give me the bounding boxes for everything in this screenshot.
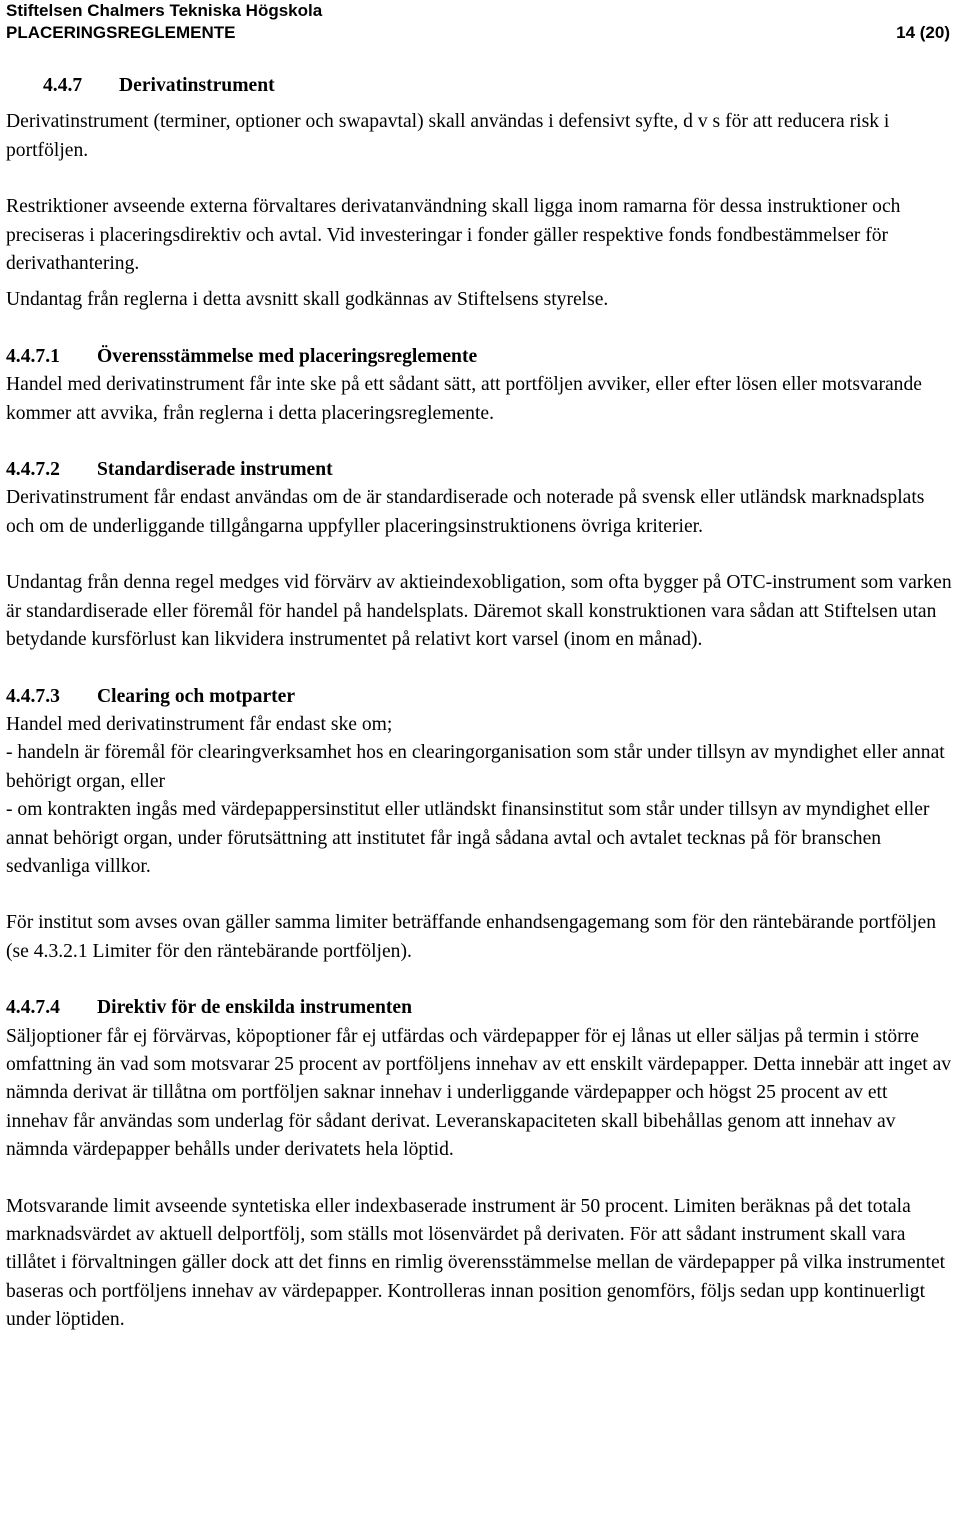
paragraph: Undantag från reglerna i detta avsnitt skall godkännas av Stiftelsens styrelse.	[6, 289, 609, 311]
paragraph: Säljoptioner får ej förvärvas, köpoptioner får ej utfärdas och värdepapper för ej lånas ut eller säljas på termin i större omfattning än vad som motsvarar 25 procent av portföljens innehav av ett enskilt värdepapper. Detta innebär att inget av nämnda derivat är tillåtna om portföljen saknar innehav i underliggande värdepapper och högst 25 procent av ett innehav får användas som underlag för sådant derivat. Leveranskapaciteten skall bibehållas genom att innehav av nämnda värdepapper behålls under derivatets hela löptid.	[6, 1025, 952, 1161]
subsection-title: Clearing och motparter	[97, 685, 296, 707]
subsection-heading	[6, 683, 954, 711]
header-row	[6, 22, 950, 44]
section-title: Derivatinstrument	[119, 75, 275, 96]
paragraph: Motsvarande limit avseende syntetiska eller indexbaserade instrument är 50 procent. Limiten beräknas på det totala marknadsvärdet av aktuell delportfölj, som ställs mot lösenvärdet på derivaten. För att sådant instrument skall vara tillåtet i förvaltningen gäller dock att det finns en rimlig överensstämmelse mellan de värdepapper på vilka instrumentet baseras och portföljens innehav av värdepapper. Kontrolleras innan position genomförs, följs sedan upp kontinuerligt under löptiden.	[6, 1195, 946, 1331]
subsection-heading	[6, 456, 954, 484]
document-title: PLACERINGSREGLEMENTE	[6, 23, 236, 42]
list-item: - handeln är föremål för clearingverksamhet hos en clearingorganisation som står under tillsyn av myndighet eller annat behörigt organ, eller	[6, 742, 945, 792]
paragraph: Handel med derivatinstrument får inte ske på ett sådant sätt, att portföljen avviker, eller efter lösen eller motsvarande kommer att avvika, från reglerna i detta placeringsreglemente.	[6, 374, 922, 424]
subsection-number: 4.4.7.2	[6, 459, 60, 481]
organization-name: Stiftelsen Chalmers Tekniska Högskola	[6, 1, 323, 20]
subsection-number: 4.4.7.3	[6, 685, 60, 707]
subsection-title: Standardiserade instrument	[97, 459, 333, 481]
section-number: 4.4.7	[43, 75, 83, 96]
paragraph: Handel med derivatinstrument får endast ske om;	[6, 713, 393, 735]
page-number: 14 (20)	[896, 23, 950, 42]
paragraph: Derivatinstrument får endast användas om de är standardiserade och noterade på svensk eller utländsk marknadsplats och om de underliggande tillgångarna uppfyller placeringsinstruktionens övriga kriterier.	[6, 487, 925, 537]
subsection-number: 4.4.7.4	[6, 997, 60, 1019]
paragraph: Undantag från denna regel medges vid förvärv av aktieindexobligation, som ofta bygger på OTC-instrument som varken är standardiserade eller föremål för handel på handelsplats. Däremot skall konstruktionen vara sådan att Stiftelsen utan betydande kursförlust kan likvidera instrumentet på relativt kort varsel (inom en månad).	[6, 572, 952, 651]
list-item: - om kontrakten ingås med värdepappersinstitut eller utländskt finansinstitut som står under tillsyn av myndighet eller annat behörigt organ, under förutsättning att institutet får ingå sådana avtal och avtalet tecknas på för branschen sedvanliga villkor.	[6, 799, 930, 877]
paragraph: Restriktioner avseende externa förvaltares derivatanvändning skall ligga inom ramarna för dessa instruktioner och preciseras i placeringsdirektiv och avtal. Vid investeringar i fonder gäller respektive fonds fondbestämmelser för derivathantering.	[6, 196, 901, 275]
subsection-title: Direktiv för de enskilda instrumenten	[97, 997, 412, 1019]
subsection-number: 4.4.7.1	[6, 345, 60, 367]
section-heading	[43, 72, 954, 100]
paragraph: Derivatinstrument (terminer, optioner och swapavtal) skall användas i defensivt syfte, d v s för att reducera risk i portföljen.	[6, 111, 890, 161]
subsection-title: Överensstämmelse med placeringsreglemente	[97, 345, 478, 367]
subsection-heading	[6, 994, 954, 1022]
paragraph: För institut som avses ovan gäller samma limiter beträffande enhandsengagemang som för den räntebärande portföljen (se 4.3.2.1 Limiter för den räntebärande portföljen).	[6, 912, 937, 962]
subsection-heading	[6, 343, 954, 371]
document-body	[6, 72, 954, 1335]
page-header	[6, 0, 950, 44]
